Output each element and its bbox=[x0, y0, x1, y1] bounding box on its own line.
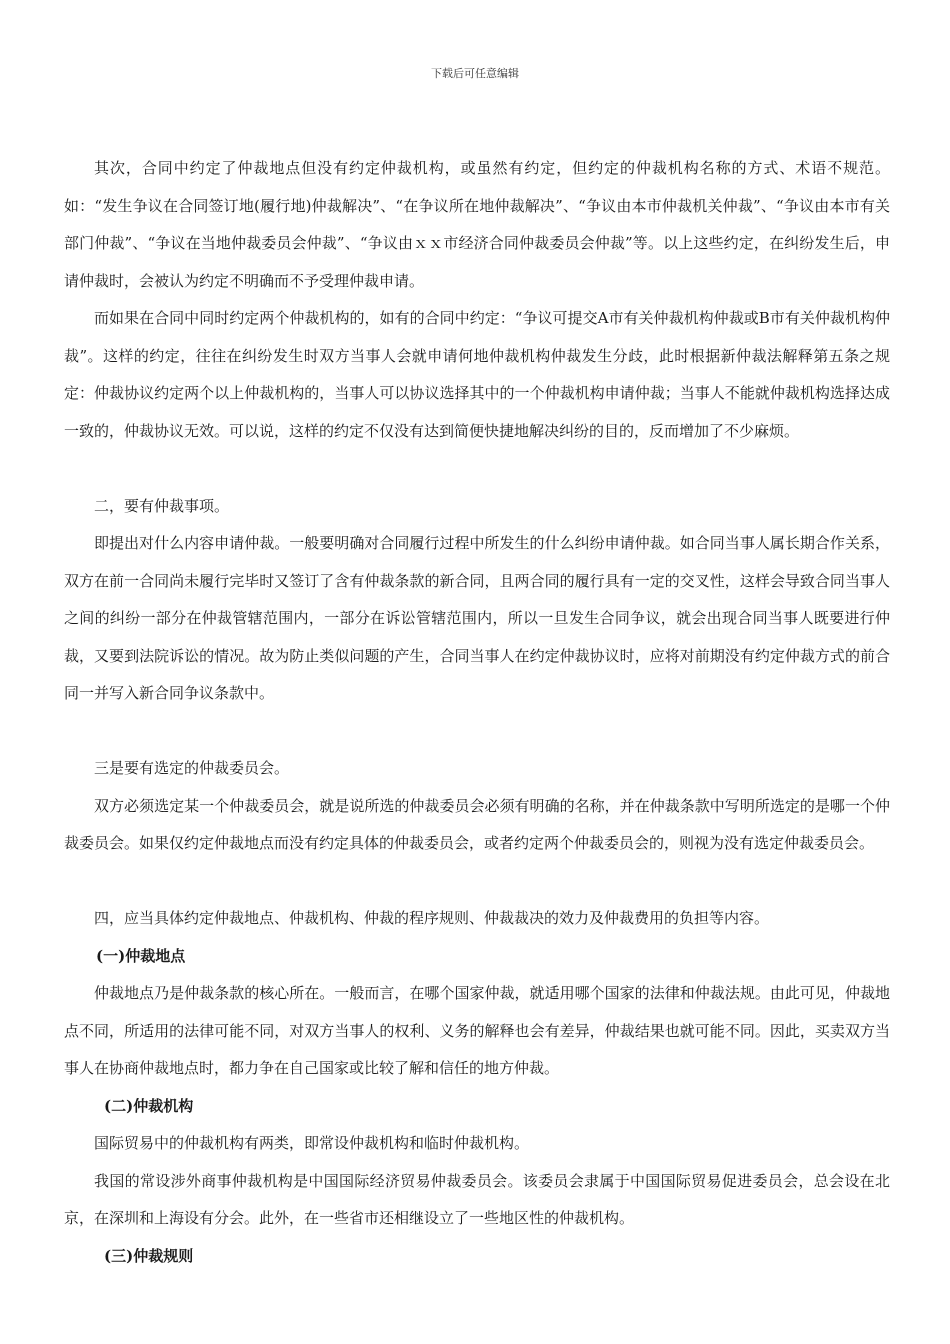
subheading-arbitration-institution: (二)仲裁机构 bbox=[104, 1096, 194, 1115]
paragraph-cietac: 我国的常设涉外商事仲裁机构是中国国际经济贸易仲裁委员会。该委员会隶属于中国国际贸易促进委员会，总会设在北京，在深圳和上海设有分会。此外，在一些省市还相继设立了一些地区性的仲裁机构。 bbox=[64, 1171, 890, 1227]
spacer bbox=[64, 713, 890, 751]
paragraph-arbitration-matters: 即提出对什么内容申请仲裁。一般要明确对合同履行过程中所发生的什么纠纷申请仲裁。如合同当事人属长期合作关系，双方在前一合同尚未履行完毕时又签订了含有仲裁条款的新合同，且两合同的履行具有一定的交叉性，这样会导致合同当事人之间的纠纷一部分在仲裁管辖范围内，一部分在诉讼管辖范围内，所以一旦发生合同争议，就会出现合同当事人既要进行仲裁，又要到法院诉讼的情况。故为防止类似问题的产生，合同当事人在约定仲裁协议时，应将对前期没有约定仲裁方式的前合同一并写入新合同争议条款中。 bbox=[64, 534, 890, 702]
document-body bbox=[64, 150, 890, 1275]
spacer bbox=[64, 863, 890, 901]
page-header: 下载后可任意编辑 bbox=[431, 67, 519, 80]
subheading-arbitration-rules: (三)仲裁规则 bbox=[104, 1246, 194, 1265]
paragraph-selected-commission: 双方必须选定某一个仲裁委员会，就是说所选的仲裁委员会必须有明确的名称，并在仲裁条款中写明所选定的是哪一个仲裁委员会。如果仅约定仲裁地点而没有约定具体的仲裁委员会，或者约定两个仲裁委员会的，则视为没有选定仲裁委员会。 bbox=[64, 796, 890, 852]
paragraph-two-institutions: 而如果在合同中同时约定两个仲裁机构的，如有的合同中约定：“争议可提交A市有关仲裁机构仲裁或B市有关仲裁机构仲裁”。这样的约定，往往在纠纷发生时双方当事人会就申请何地仲裁机构仲裁发生分歧，此时根据新仲裁法解释第五条之规定：仲裁协议约定两个以上仲裁机构的，当事人可以协议选择其中的一个仲裁机构申请仲裁；当事人不能就仲裁机构选择达成一致的，仲裁协议无效。可以说，这样的约定不仅没有达到简便快捷地解决纠纷的目的，反而增加了不少麻烦。 bbox=[64, 309, 890, 440]
paragraph-arbitration-place: 仲裁地点乃是仲裁条款的核心所在。一般而言，在哪个国家仲裁，就适用哪个国家的法律和仲裁法规。由此可见，仲裁地点不同，所适用的法律可能不同，对双方当事人的权利、义务的解释也会有差异，仲裁结果也就可能不同。因此，买卖双方当事人在协商仲裁地点时，都力争在自己国家或比较了解和信任的地方仲裁。 bbox=[64, 984, 890, 1077]
section-heading-specific-terms: 四，应当具体约定仲裁地点、仲裁机构、仲裁的程序规则、仲裁裁决的效力及仲裁费用的负担等内容。 bbox=[94, 909, 770, 927]
section-heading-selected-commission: 三是要有选定的仲裁委员会。 bbox=[94, 759, 290, 777]
paragraph-institution-types: 国际贸易中的仲裁机构有两类，即常设仲裁机构和临时仲裁机构。 bbox=[94, 1134, 530, 1152]
paragraph-unclear-institution: 其次，合同中约定了仲裁地点但没有约定仲裁机构，或虽然有约定，但约定的仲裁机构名称的方式、术语不规范。如：“发生争议在合同签订地(履行地)仲裁解决”、“在争议所在地仲裁解决”、“争议由本市仲裁机关仲裁”、“争议由本市有关部门仲裁”、“争议在当地仲裁委员会仲裁”、“争议由ｘｘ市经济合同仲裁委员会仲裁”等。以上这些约定，在纠纷发生后，申请仲裁时，会被认为约定不明确而不予受理仲裁申请。 bbox=[64, 159, 890, 290]
subheading-arbitration-place: (一)仲裁地点 bbox=[96, 946, 186, 965]
section-heading-arbitration-matters: 二，要有仲裁事项。 bbox=[94, 496, 230, 515]
spacer bbox=[64, 450, 890, 488]
